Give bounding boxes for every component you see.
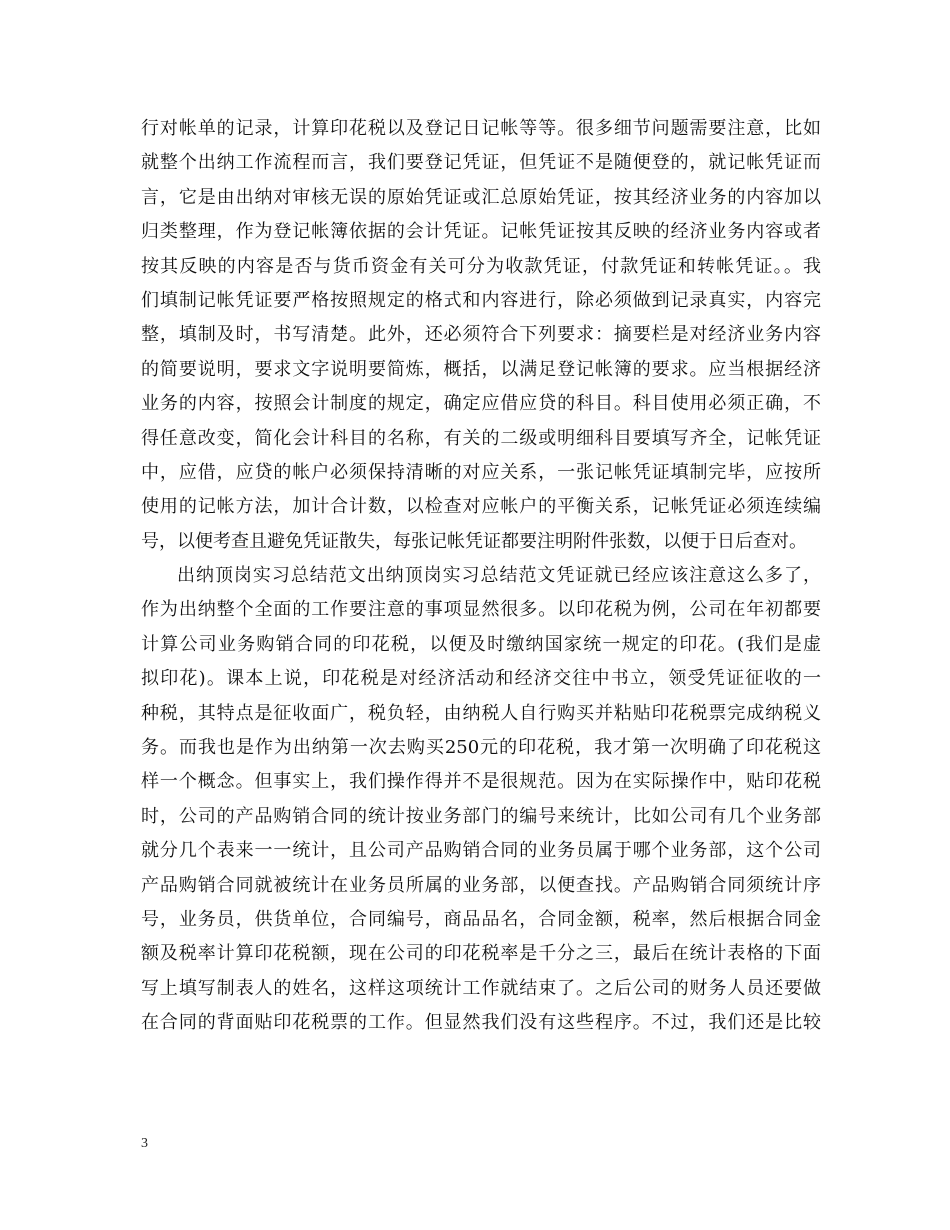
text-line: 种税，其特点是征收面广，税负轻，由纳税人自行购买并粘贴印花税票完成纳税义	[141, 702, 821, 724]
paragraph-voucher-rules	[141, 112, 821, 559]
text-line: 按其反映的内容是否与货币资金有关可分为收款凭证，付款凭证和转帐凭证。。我	[141, 255, 821, 277]
page-number: 3	[141, 1136, 148, 1151]
text-line: 的简要说明，要求文字说明要简炼，概括，以满足登记帐簿的要求。应当根据经济	[141, 358, 821, 380]
text-line: 就分几个表来一一统计，且公司产品购销合同的业务员属于哪个业务部，这个公司	[141, 840, 821, 862]
text-line: 拟印花)。课本上说，印花税是对经济活动和经济交往中书立，领受凭证征收的一	[141, 668, 821, 690]
text-line: 写上填写制表人的姓名，这样这项统计工作就结束了。之后公司的财务人员还要做	[141, 977, 821, 999]
text-line: 计算公司业务购销合同的印花税，以便及时缴纳国家统一规定的印花。(我们是虚	[141, 633, 821, 655]
text-line: 作为出纳整个全面的工作要注意的事项显然很多。以印花税为例，公司在年初都要	[141, 599, 821, 621]
text-line: 行对帐单的记录，计算印花税以及登记日记帐等等。很多细节问题需要注意，比如	[141, 118, 821, 139]
text-line: 样一个概念。但事实上，我们操作得并不是很规范。因为在实际操作中，贴印花税	[141, 771, 821, 793]
text-line: 就整个出纳工作流程而言，我们要登记凭证，但凭证不是随便登的，就记帐凭证而	[141, 152, 821, 174]
text-line: 整，填制及时，书写清楚。此外，还必须符合下列要求：摘要栏是对经济业务内容	[141, 324, 821, 346]
text-line: 额及税率计算印花税额，现在公司的印花税率是千分之三，最后在统计表格的下面	[141, 943, 821, 965]
document-body	[141, 112, 821, 1041]
text-line: 使用的记帐方法，加计合计数，以检查对应帐户的平衡关系，记帐凭证必须连续编	[141, 496, 821, 518]
text-line: 言，它是由出纳对审核无误的原始凭证或汇总原始凭证，按其经济业务的内容加以	[141, 186, 821, 208]
text-line: 产品购销合同就被统计在业务员所属的业务部，以便查找。产品购销合同须统计序	[141, 874, 821, 896]
paragraph-stamp-tax	[141, 559, 821, 1040]
text-line: 得任意改变，简化会计科目的名称，有关的二级或明细科目要填写齐全，记帐凭证	[141, 427, 821, 449]
text-line: 归类整理，作为登记帐簿依据的会计凭证。记帐凭证按其反映的经济业务内容或者	[141, 221, 821, 243]
text-line: 中，应借，应贷的帐户必须保持清晰的对应关系，一张记帐凭证填制完毕，应按所	[141, 461, 821, 483]
text-line: 号，业务员，供货单位，合同编号，商品品名，合同金额，税率，然后根据合同金	[141, 908, 821, 930]
text-line: 号，以便考查且避免凭证散失，每张记帐凭证都要注明附件张数，以便于日后查对。	[141, 530, 807, 552]
text-line: 出纳顶岗实习总结范文出纳顶岗实习总结范文凭证就已经应该注意这么多了，	[177, 565, 821, 587]
text-line: 时，公司的产品购销合同的统计按业务部门的编号来统计，比如公司有几个业务部	[141, 805, 821, 827]
text-line: 业务的内容，按照会计制度的规定，确定应借应贷的科目。科目使用必须正确，不	[141, 393, 821, 415]
text-line: 务。而我也是作为出纳第一次去购买250元的印花税，我才第一次明确了印花税这	[141, 737, 821, 759]
text-line: 们填制记帐凭证要严格按照规定的格式和内容进行，除必须做到记录真实，内容完	[141, 289, 821, 311]
text-line: 在合同的背面贴印花税票的工作。但显然我们没有这些程序。不过，我们还是比较	[141, 1012, 821, 1034]
